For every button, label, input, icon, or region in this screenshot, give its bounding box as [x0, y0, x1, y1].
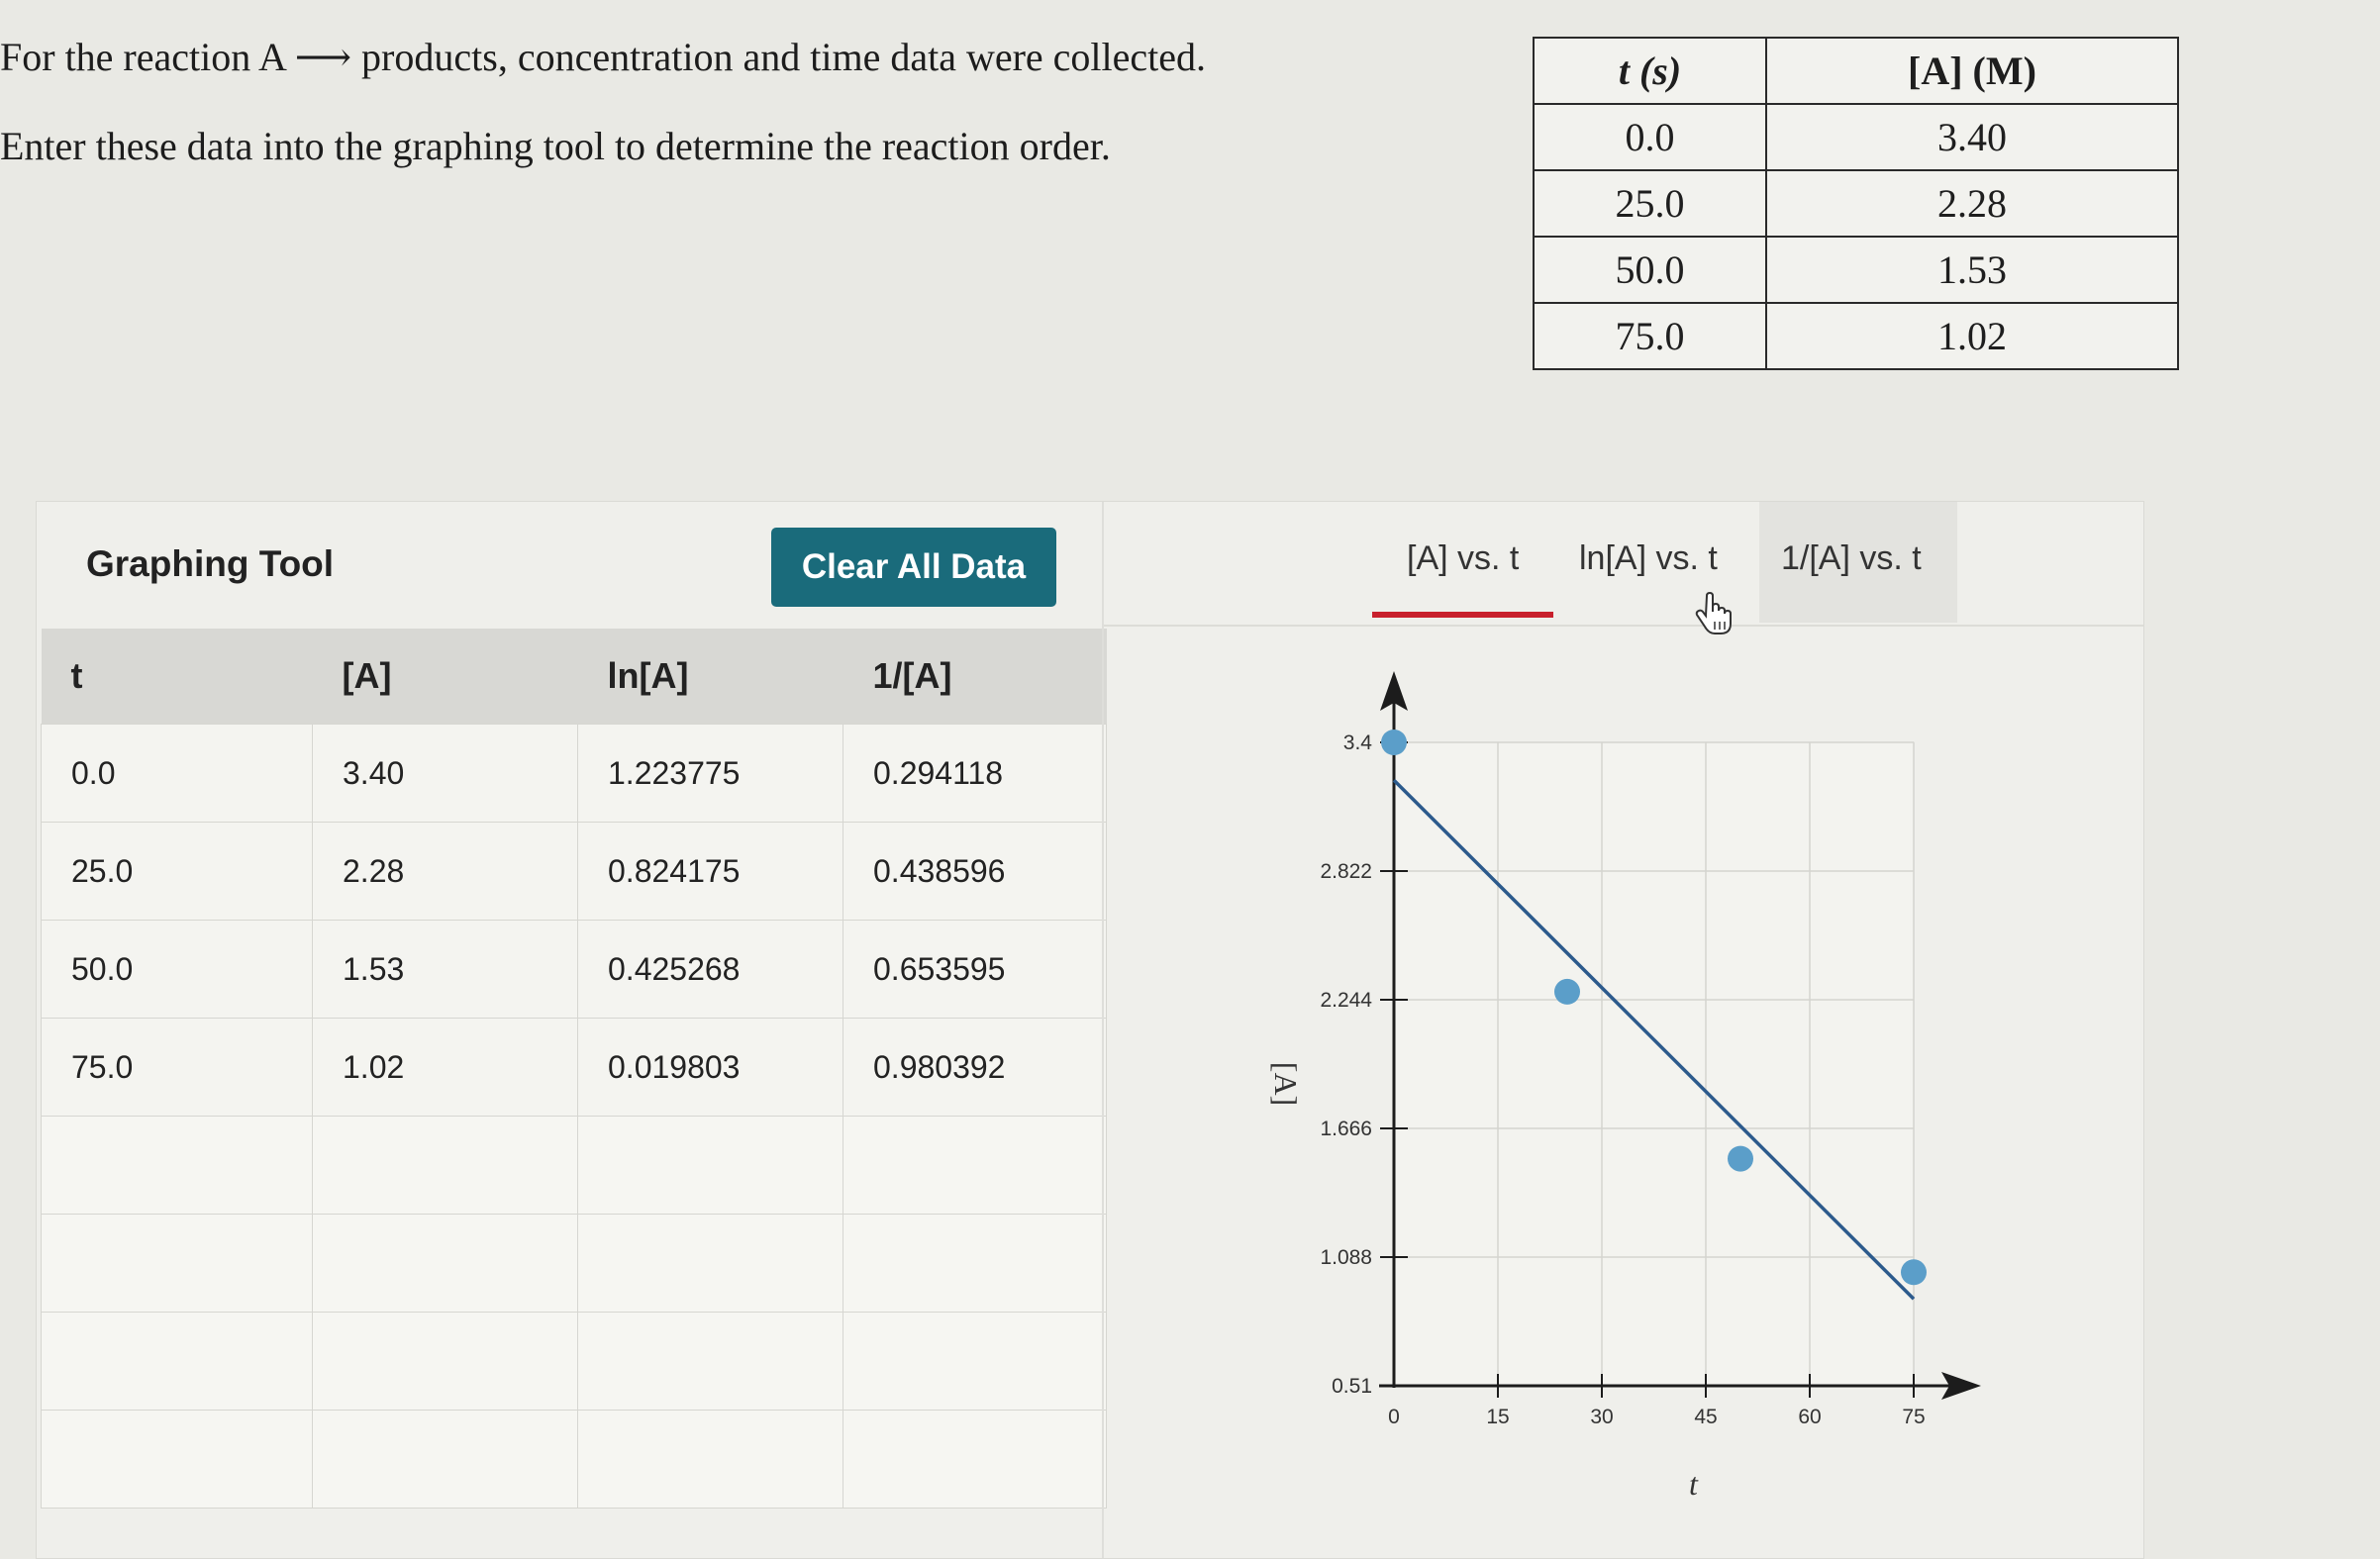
- input-t-empty[interactable]: [42, 1411, 313, 1509]
- empty-row: [42, 1215, 1107, 1313]
- value-ln-a-empty: [578, 1215, 843, 1313]
- input-t[interactable]: 50.0: [42, 921, 313, 1019]
- header-time: t (s): [1534, 38, 1766, 104]
- empty-row: [42, 1117, 1107, 1215]
- data-point: [1554, 979, 1580, 1005]
- cell-time: 0.0: [1534, 104, 1766, 170]
- input-t[interactable]: 0.0: [42, 725, 313, 823]
- value-ln-a: 1.223775: [578, 725, 843, 823]
- header-concentration: [A] (M): [1766, 38, 2178, 104]
- input-t[interactable]: 25.0: [42, 823, 313, 921]
- table-header-row: [1534, 38, 2178, 104]
- problem-line-2: Enter these data into the graphing tool to determine the reaction order.: [0, 124, 1111, 168]
- column-header-inverse-a: 1/[A]: [843, 629, 1107, 725]
- input-t-empty[interactable]: [42, 1215, 313, 1313]
- graphing-table-header: [42, 629, 1107, 725]
- data-point: [1728, 1146, 1753, 1172]
- cell-time: 75.0: [1534, 303, 1766, 369]
- x-tick-label: 15: [1486, 1406, 1510, 1428]
- table-row: [42, 823, 1107, 921]
- panel-divider: [1102, 502, 1104, 1558]
- chart-grid: [1394, 742, 1914, 1386]
- x-tick-label: 75: [1902, 1406, 1926, 1428]
- cell-concentration: 3.40: [1766, 104, 2178, 170]
- input-t-empty[interactable]: [42, 1117, 313, 1215]
- empty-row: [42, 1313, 1107, 1411]
- input-t-empty[interactable]: [42, 1313, 313, 1411]
- concentration-vs-time-chart: [1228, 653, 2000, 1524]
- cell-concentration: 2.28: [1766, 170, 2178, 237]
- input-a[interactable]: 1.02: [313, 1019, 578, 1117]
- x-tick-label: 0: [1388, 1406, 1400, 1428]
- value-inverse-a: 0.653595: [843, 921, 1107, 1019]
- input-a-empty[interactable]: [313, 1411, 578, 1509]
- value-inverse-a: 0.294118: [843, 725, 1107, 823]
- x-tick-label: 30: [1590, 1406, 1614, 1428]
- table-row: [42, 1019, 1107, 1117]
- cell-time: 25.0: [1534, 170, 1766, 237]
- x-tick-label: 60: [1798, 1406, 1822, 1428]
- problem-line-1: For the reaction A ⟶ products, concentration and time data were collected.: [0, 35, 1207, 79]
- table-row: [1534, 303, 2178, 369]
- value-ln-a: 0.425268: [578, 921, 843, 1019]
- value-inverse-a: 0.980392: [843, 1019, 1107, 1117]
- input-t[interactable]: 75.0: [42, 1019, 313, 1117]
- given-data-table: [1533, 37, 2179, 370]
- graphing-data-table: [41, 629, 1107, 1509]
- y-tick-label: 0.51: [1332, 1375, 1372, 1398]
- value-inverse-a-empty: [843, 1215, 1107, 1313]
- y-tick-label: 1.666: [1320, 1118, 1372, 1140]
- input-a[interactable]: 2.28: [313, 823, 578, 921]
- y-tick-label: 3.4: [1342, 731, 1372, 754]
- graphing-tool-header: [37, 502, 1102, 629]
- table-row: [42, 921, 1107, 1019]
- y-tick-label: 1.088: [1320, 1246, 1372, 1269]
- column-header-ln-a: ln[A]: [578, 629, 843, 725]
- column-header-a: [A]: [313, 629, 578, 725]
- x-axis-title: t: [1689, 1466, 1698, 1502]
- data-point: [1901, 1259, 1927, 1285]
- empty-row: [42, 1411, 1107, 1509]
- value-inverse-a: 0.438596: [843, 823, 1107, 921]
- tab-ln-a-vs-t[interactable]: ln[A] vs. t: [1579, 539, 1718, 577]
- value-ln-a: 0.824175: [578, 823, 843, 921]
- x-tick-label: 45: [1694, 1406, 1718, 1428]
- table-row: [1534, 237, 2178, 303]
- y-tick-label: 2.822: [1320, 860, 1372, 883]
- problem-statement: [0, 35, 1207, 216]
- hand-cursor-icon: [1693, 592, 1733, 637]
- value-ln-a-empty: [578, 1117, 843, 1215]
- table-row: [1534, 170, 2178, 237]
- column-header-t: t: [42, 629, 313, 725]
- value-ln-a: 0.019803: [578, 1019, 843, 1117]
- data-point: [1381, 730, 1407, 755]
- table-row: [42, 725, 1107, 823]
- tab-inverse-a-vs-t[interactable]: 1/[A] vs. t: [1781, 539, 1922, 577]
- cell-time: 50.0: [1534, 237, 1766, 303]
- value-ln-a-empty: [578, 1313, 843, 1411]
- input-a[interactable]: 3.40: [313, 725, 578, 823]
- input-a-empty[interactable]: [313, 1215, 578, 1313]
- cell-concentration: 1.53: [1766, 237, 2178, 303]
- y-axis-title: [A]: [1268, 1061, 1304, 1107]
- table-row: [1534, 104, 2178, 170]
- clear-all-data-button[interactable]: Clear All Data: [771, 528, 1056, 607]
- value-inverse-a-empty: [843, 1411, 1107, 1509]
- input-a[interactable]: 1.53: [313, 921, 578, 1019]
- value-inverse-a-empty: [843, 1313, 1107, 1411]
- plot-area: [1394, 742, 1914, 1386]
- input-a-empty[interactable]: [313, 1117, 578, 1215]
- tab-a-vs-t[interactable]: [A] vs. t: [1407, 539, 1520, 577]
- input-a-empty[interactable]: [313, 1313, 578, 1411]
- y-tick-label: 2.244: [1320, 989, 1372, 1012]
- cell-concentration: 1.02: [1766, 303, 2178, 369]
- value-inverse-a-empty: [843, 1117, 1107, 1215]
- value-ln-a-empty: [578, 1411, 843, 1509]
- graphing-tool-title: Graphing Tool: [86, 543, 335, 584]
- graph-tabs: [1104, 502, 2143, 627]
